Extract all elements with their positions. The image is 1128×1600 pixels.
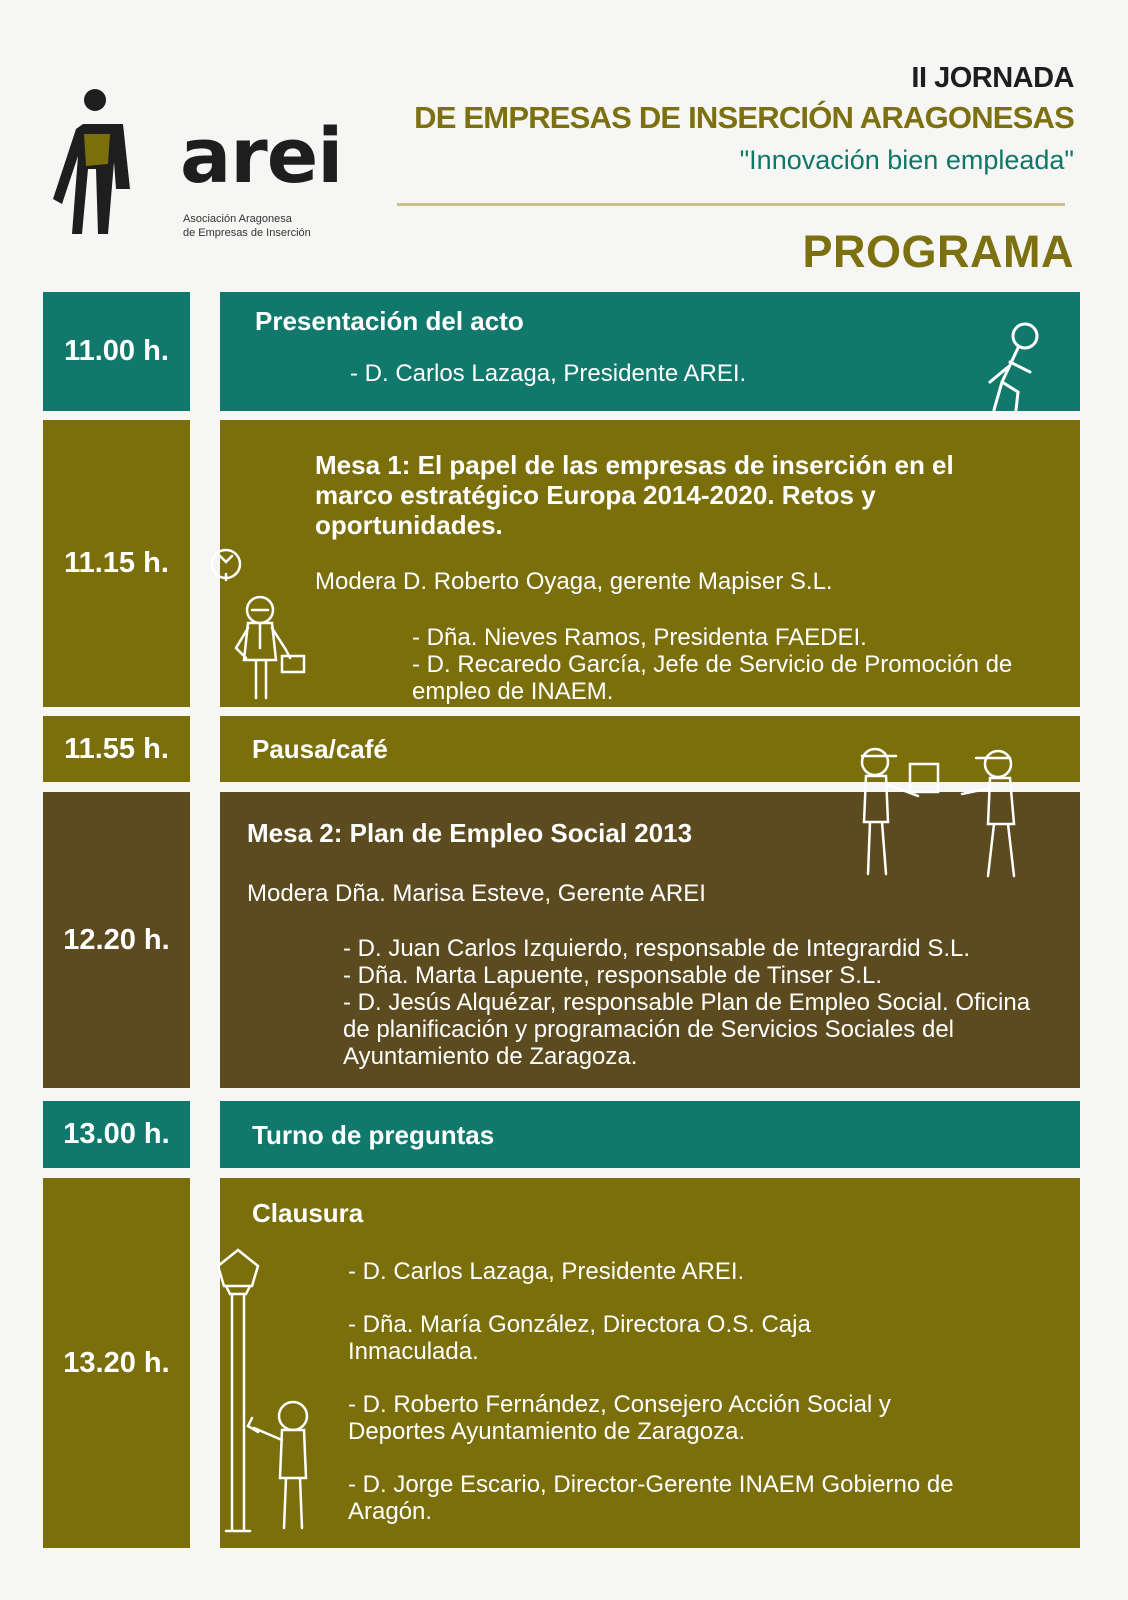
session-time-1320: 13.20 h.: [43, 1178, 190, 1548]
session-title: Mesa 2: Plan de Empleo Social 2013: [247, 818, 693, 848]
logo-subtitle: [183, 212, 311, 240]
woman-with-briefcase-icon: [208, 548, 308, 708]
speaker-line: - D. Carlos Lazaga, Presidente AREI.: [350, 360, 747, 387]
logo-subtitle-line1: Asociación Aragonesa: [183, 213, 292, 225]
speaker-line: - Dña. María González, Directora O.S. Caja: [348, 1311, 811, 1338]
speaker-line: de planificación y programación de Servicios Sociales del: [343, 1016, 954, 1043]
speaker-line: empleo de INAEM.: [412, 678, 614, 705]
header-divider: [397, 203, 1065, 206]
session-time-1155: 11.55 h.: [43, 716, 190, 782]
title-line: oportunidades.: [315, 510, 503, 540]
speaker-list: [412, 624, 1012, 705]
speaker-line: Ayuntamiento de Zaragoza.: [343, 1043, 638, 1070]
logo-wordmark: arei: [180, 111, 343, 200]
speaker-line: - Dña. Marta Lapuente, responsable de Tinser S.L.: [343, 962, 882, 989]
event-title: DE EMPRESAS DE INSERCIÓN ARAGONESAS: [414, 100, 1074, 135]
session-clausura: [220, 1178, 1080, 1548]
session-title: [315, 450, 954, 540]
speaker-line: Aragón.: [348, 1498, 433, 1525]
speaker-line: - Dña. Nieves Ramos, Presidenta FAEDEI.: [412, 624, 867, 651]
session-title: Presentación del acto: [255, 306, 524, 336]
event-edition: II JORNADA: [911, 62, 1074, 94]
moderator-line: Modera Dña. Marisa Esteve, Gerente AREI: [247, 880, 706, 907]
speaker-line: - D. Roberto Fernández, Consejero Acción Social y: [348, 1391, 891, 1418]
title-line: Mesa 1: El papel de las empresas de inserción en el: [315, 450, 954, 480]
program-heading: PROGRAMA: [802, 226, 1074, 277]
speaker-line: - D. Jesús Alquézar, responsable Plan de Empleo Social. Oficina: [343, 989, 1031, 1016]
session-time-1300: 13.00 h.: [43, 1101, 190, 1168]
speaker-line: - D. Jorge Escario, Director-Gerente INAEM Gobierno de: [348, 1471, 954, 1498]
session-mesa-1: [220, 420, 1080, 707]
moderator-line: Modera D. Roberto Oyaga, gerente Mapiser S.L.: [315, 568, 833, 595]
session-time-1115: 11.15 h.: [43, 420, 190, 707]
logo-subtitle-line2: de Empresas de Inserción: [183, 227, 311, 239]
speaker-line: Deportes Ayuntamiento de Zaragoza.: [348, 1418, 746, 1445]
speaker-line: - D. Juan Carlos Izquierdo, responsable de Integrardid S.L.: [343, 935, 971, 962]
session-time-1220: 12.20 h.: [43, 792, 190, 1088]
speaker-list: [348, 1258, 954, 1525]
street-lamp-child-icon: [208, 1246, 318, 1546]
session-title: Turno de preguntas: [252, 1120, 495, 1150]
people-passing-box-icon: [850, 744, 1050, 884]
speaker-list: [343, 935, 1030, 1070]
speaker-line: - D. Recaredo García, Jefe de Servicio de Promoción de: [412, 651, 1013, 678]
title-line: marco estratégico Europa 2014-2020. Retos y: [315, 480, 876, 510]
session-title: Pausa/café: [252, 734, 388, 764]
session-time-1100: 11.00 h.: [43, 292, 190, 411]
arei-logo-figure-icon: [48, 84, 138, 244]
person-crouching-icon: [980, 322, 1060, 412]
speaker-line: - D. Carlos Lazaga, Presidente AREI.: [348, 1258, 745, 1285]
speaker-line: Inmaculada.: [348, 1338, 479, 1365]
session-presentacion: [220, 292, 1080, 411]
event-slogan: "Innovación bien empleada": [739, 145, 1074, 175]
session-title: Clausura: [252, 1198, 364, 1228]
session-turno-preguntas: [220, 1101, 1080, 1168]
